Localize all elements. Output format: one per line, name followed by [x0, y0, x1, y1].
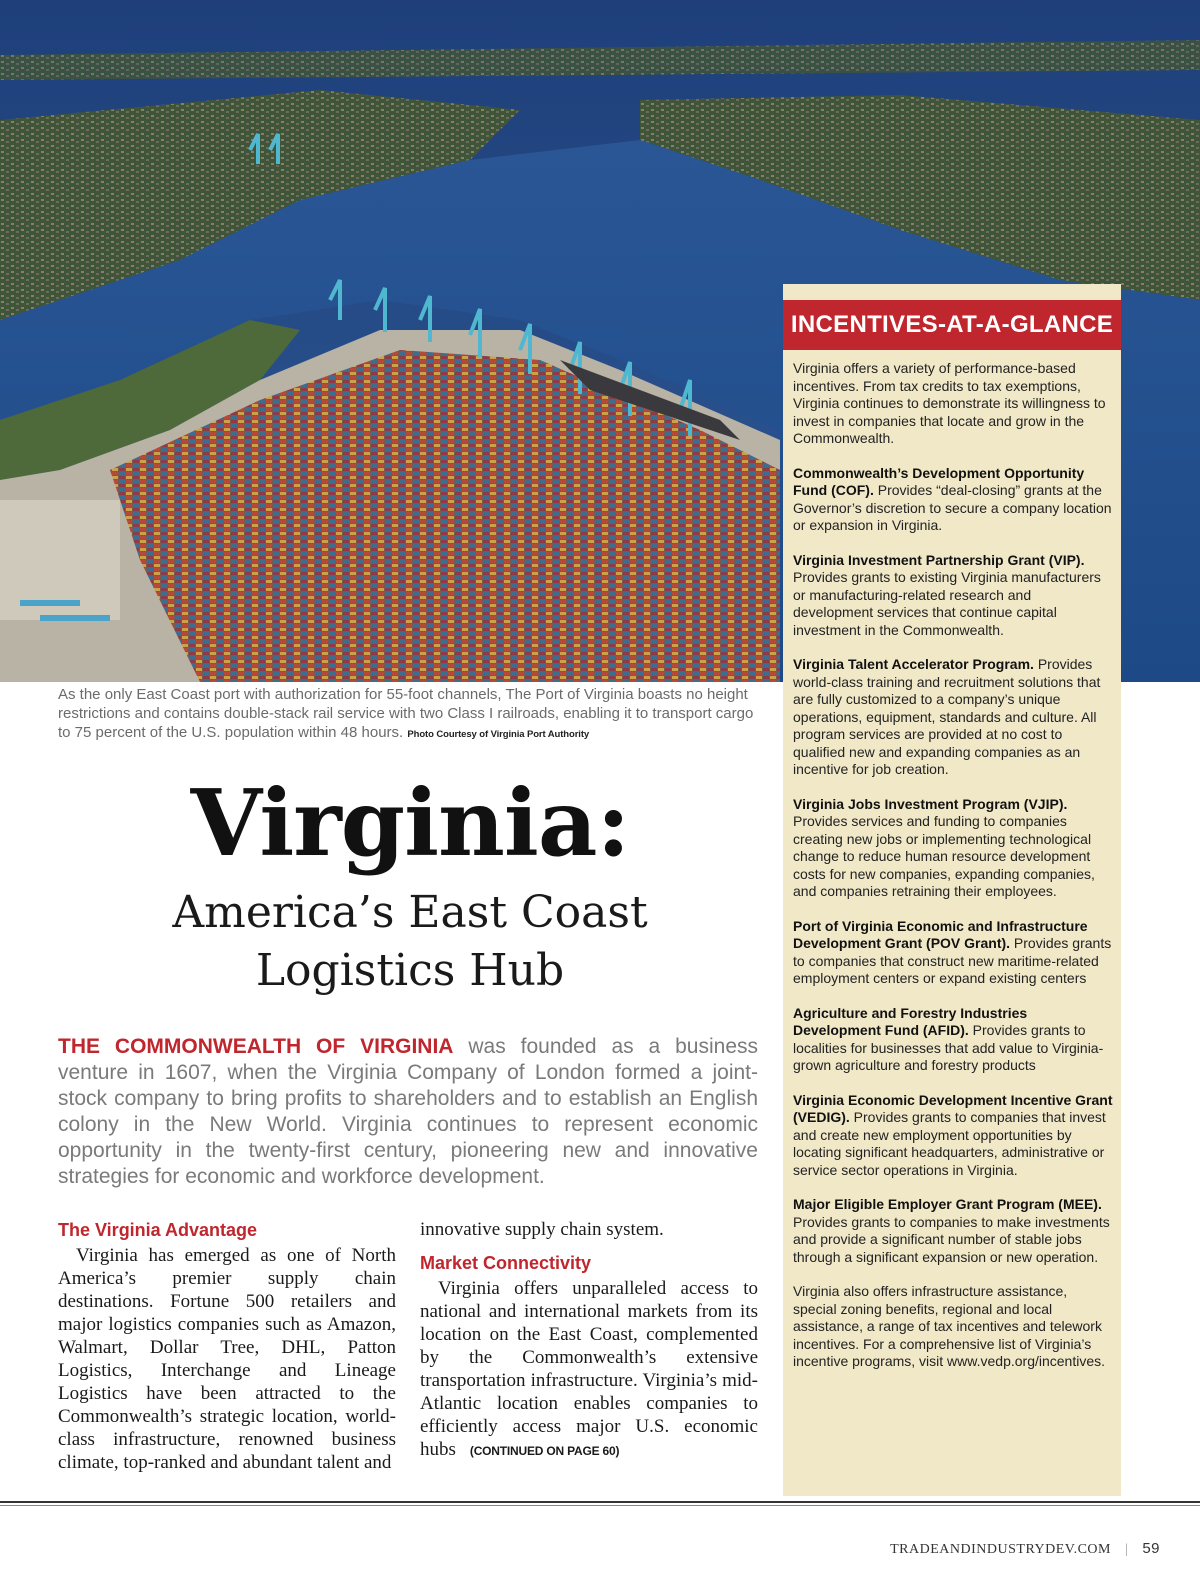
- article-column-right: [420, 1218, 758, 1463]
- photo-caption: [58, 685, 763, 744]
- incentive-item: [793, 656, 1113, 779]
- caption-text: As the only East Coast port with authorization for 55-foot channels, The Port of Virginia boasts no height restrictions and contains double-stack rail service with two Class I railroads, enabling it to transport cargo to 75 percent of the U.S. population within 48 hours.: [58, 686, 754, 741]
- connectivity-heading: Market Connectivity: [420, 1253, 592, 1273]
- headline: [40, 768, 780, 1000]
- incentive-name: Virginia Investment Partnership Grant (VIP).: [793, 551, 1085, 568]
- advantage-paragraph: Virginia has emerged as one of North America’s premier supply chain destinations. Fortune 500 retailers and major logistics companies such as Amazon, Walmart, Dollar Tree, DHL, Patton Logistics, Interchange and Lineage Logistics have been attracted to the Commonwealth’s strategic location, world-class infrastructure, renowned business climate, top-ranked and abundant talent and: [58, 1245, 396, 1473]
- headline-title: Virginia:: [190, 769, 630, 877]
- incentive-desc: Provides grants to existing Virginia manufacturers or manufacturing-related research and development services that continue capital investment in the Commonwealth.: [793, 569, 1101, 638]
- intro-lead: THE COMMONWEALTH OF VIRGINIA: [58, 1035, 454, 1058]
- incentive-item: [793, 918, 1113, 988]
- advantage-heading: The Virginia Advantage: [58, 1220, 258, 1240]
- intro-text: was founded as a business venture in 1607, when the Virginia Company of London formed a joint-stock company to bring profits to shareholders and to establish an English colony in the New World. Virginia continues to represent economic opportunity in the twenty-first century, pioneering new and innovative strategies for economic and workforce development.: [58, 1035, 758, 1188]
- sidebar-intro: Virginia offers a variety of performance-based incentives. From tax credits to tax exemptions, Virginia continues to demonstrate its willingness to invest in companies that locate and grow in the Commonwealth.: [793, 360, 1106, 446]
- incentive-desc: Provides grants to companies that invest and create new employment opportunities by locating significant headquarters, administrative or service sector operations in Virginia.: [793, 1109, 1106, 1178]
- incentive-name: Commonwealth’s Development Opportunity Fund (COF).: [793, 464, 1085, 498]
- incentive-name: Agriculture and Forestry Industries Development Fund (AFID).: [793, 1004, 1028, 1038]
- intro-paragraph: [58, 1034, 758, 1190]
- incentive-item: [793, 1196, 1113, 1266]
- connectivity-text: Virginia offers unparalleled access to national and international markets from its location on the East Coast, complemented by the Commonwealth’s extensive transportation infrastructure. Virginia’s mid-Atlantic location enables companies to efficiently access major U.S. economic hubs: [420, 1278, 758, 1460]
- incentive-desc: Provides grants to companies to make investments and provide a significant number of stable jobs through a significant expansion or new operation.: [793, 1213, 1110, 1265]
- advantage-paragraph-continued: innovative supply chain system.: [420, 1219, 664, 1240]
- article-column-left: [58, 1218, 396, 1474]
- incentive-item: [793, 1092, 1113, 1180]
- headline-subtitle-line2: Logistics Hub: [255, 945, 565, 996]
- incentive-item: [793, 465, 1113, 535]
- continued-note: (CONTINUED ON PAGE 60): [469, 1444, 620, 1458]
- photo-credit: Photo Courtesy of Virginia Port Authority: [407, 729, 590, 740]
- footer-rule: [0, 1501, 1200, 1503]
- incentive-name: Virginia Talent Accelerator Program.: [793, 656, 1034, 672]
- sidebar-body: [783, 350, 1121, 1371]
- page-number: 59: [1142, 1540, 1160, 1557]
- incentive-item: [793, 796, 1113, 901]
- incentive-desc: Provides world-class training and recruitment solutions that are fully customized to a company’s unique operations, equipment, standards and culture. All program services are provided at no cost to qualified new and expanding companies as an incentive for job creation.: [793, 656, 1101, 777]
- incentive-desc: Provides services and funding to companies creating new jobs or implementing technological change to reduce human resource development costs for new companies, expanding companies, and companies retraining their employees.: [793, 813, 1095, 899]
- footer-rule-thin: [0, 1505, 1200, 1506]
- incentives-sidebar: [783, 284, 1121, 1496]
- footer-separator: |: [1125, 1542, 1129, 1557]
- incentive-name: Major Eligible Employer Grant Program (MEE).: [793, 1196, 1102, 1212]
- sidebar-title: INCENTIVES-AT-A-GLANCE: [783, 300, 1121, 350]
- headline-subtitle-line1: America’s East Coast: [172, 887, 648, 938]
- incentive-item: [793, 1005, 1113, 1075]
- page-footer: [760, 1540, 1160, 1558]
- incentive-desc: Provides grants to companies that construct new maritime-related employment centers or expand existing centers: [793, 935, 1112, 986]
- incentive-item: [793, 552, 1113, 640]
- sidebar-closing: Virginia also offers infrastructure assistance, special zoning benefits, regional and local assistance, a range of tax incentives and telework incentives. For a comprehensive list of Virginia’s incentive programs, visit www.vedp.org/incentives.: [793, 1283, 1106, 1369]
- incentive-name: Virginia Jobs Investment Program (VJIP).: [793, 795, 1068, 812]
- connectivity-paragraph: [420, 1277, 758, 1463]
- incentive-name: Virginia Economic Development Incentive Grant (VEDIG).: [793, 1091, 1113, 1125]
- incentive-name: Port of Virginia Economic and Infrastructure Development Grant (POV Grant).: [793, 917, 1088, 951]
- footer-site: TRADEANDINDUSTRYDEV.COM: [890, 1542, 1111, 1557]
- incentive-desc: Provides grants to localities for businesses that add value to Virginia-grown agriculture and forestry products: [793, 1022, 1104, 1073]
- incentive-desc: Provides “deal-closing” grants at the Governor’s discretion to secure a company location or expansion in Virginia.: [793, 482, 1112, 533]
